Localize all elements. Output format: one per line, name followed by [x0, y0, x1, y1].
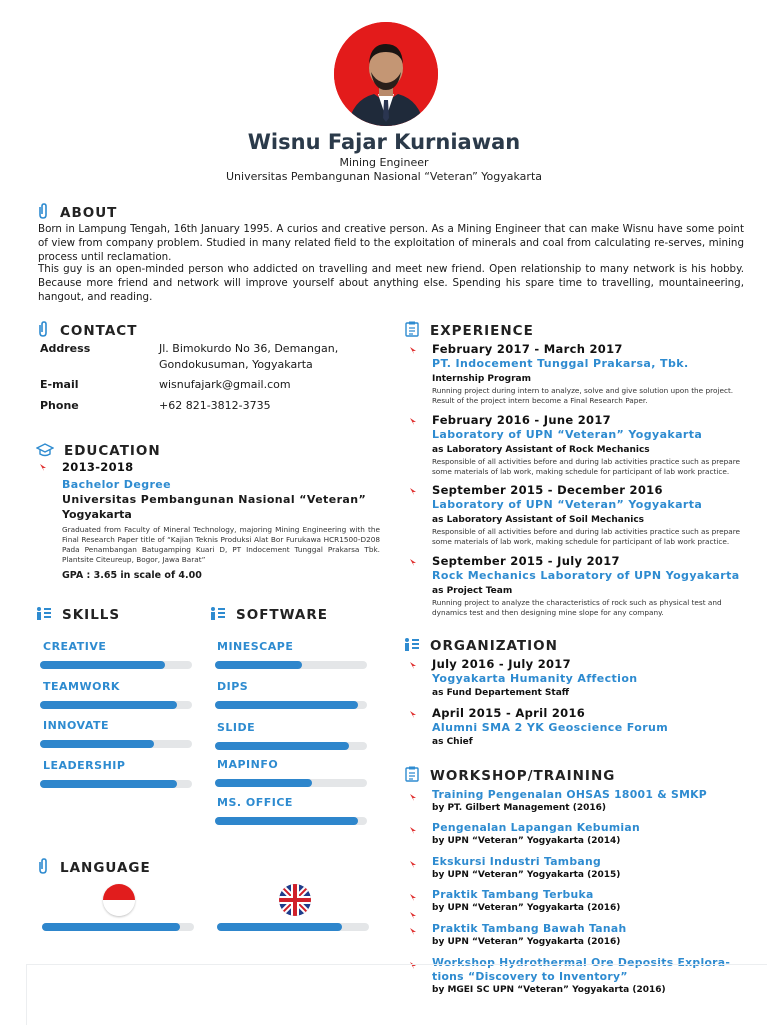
page-footer-panel — [26, 964, 767, 1025]
skills-heading: SKILLS — [36, 604, 120, 623]
workshop-title-line2: tions “Discovery to Inventory” — [432, 970, 628, 983]
experience-description-line1: Responsible of all activities before and during lab activities practice such as prepare — [432, 457, 741, 466]
pin-icon — [408, 892, 418, 902]
software-bar-track — [215, 742, 367, 750]
workshop-organizer: by UPN “Veteran” Yogyakarta (2014) — [432, 836, 621, 846]
experience-organization: Laboratory of UPN “Veteran” Yogyakarta — [432, 428, 703, 441]
workshop-organizer: by UPN “Veteran” Yogyakarta (2016) — [432, 903, 621, 913]
experience-date: February 2017 - March 2017 — [432, 342, 623, 356]
address-value-line2: Gondokusuman, Yogyakarta — [159, 358, 313, 371]
people-list-icon — [210, 606, 226, 620]
people-list-icon — [404, 637, 420, 651]
workshop-organizer: by UPN “Veteran” Yogyakarta (2015) — [432, 870, 621, 880]
pin-icon — [408, 345, 418, 355]
experience-description-line1: Running project during intern to analyze, solve and give solution upon the project. — [432, 386, 734, 395]
workshop-organizer: by MGEI SC UPN “Veteran” Yogyakarta (2016) — [432, 985, 666, 995]
experience-role: as Project Team — [432, 586, 513, 596]
email-value[interactable]: wisnufajark@gmail.com — [159, 378, 291, 391]
skill-name: CREATIVE — [43, 640, 107, 653]
software-name: MS. OFFICE — [217, 796, 293, 809]
language-bar-track — [217, 923, 369, 931]
about-heading: ABOUT — [36, 202, 117, 221]
skill-bar-track — [40, 701, 192, 709]
language-heading: LANGUAGE — [36, 857, 151, 876]
experience-heading: EXPERIENCE — [404, 320, 534, 339]
indonesia-flag-icon — [103, 884, 135, 916]
paperclip-icon — [36, 858, 50, 872]
graduation-cap-icon — [36, 442, 54, 456]
experience-role: Internship Program — [432, 374, 531, 384]
skill-bar-track — [40, 661, 192, 669]
workshop-title: Workshop Hydrothermal Ore Deposits Explora- — [432, 956, 731, 969]
pin-icon — [408, 910, 418, 920]
software-heading: SOFTWARE — [210, 604, 328, 623]
education-description: Graduated from Faculty of Mineral Technology, majoring Mining Engineering with the Final Research Paper title of “Kajian Teknis Produksi Alat Bor Furukawa HCR1500-D208 Pada Penambangan Batugamping Kuari D, PT Indocement Tunggal Prakarsa Tbk. Plantsite Citeureup, Bogor, Jawa Barat” — [62, 525, 380, 564]
software-bar-fill — [215, 817, 358, 825]
experience-description-line2: some materials of lab work, making schedule for participant of lab work practice. — [432, 467, 730, 476]
organization-name: Yogyakarta Humanity Affection — [432, 672, 638, 685]
experience-description-line2: dynamics test and then designing mine slope for any company. — [432, 608, 664, 617]
software-bar-track — [215, 779, 367, 787]
phone-value: +62 821-3812-3735 — [159, 399, 271, 412]
skill-name: INNOVATE — [43, 719, 110, 732]
skill-bar-fill — [40, 780, 177, 788]
about-paragraph-2: This guy is an open-minded person who addicted on travelling and meet new friend. Open relationship to many network is his hobby. Because more friend and network will improve yourself about anything else. Spending his spare time to travelling, mountaineering, hangout, and reading. — [38, 263, 744, 303]
email-label: E-mail — [40, 378, 79, 391]
education-gpa: GPA : 3.65 in scale of 4.00 — [62, 570, 202, 581]
pin-icon — [408, 486, 418, 496]
about-paragraph-1: Born in Lampung Tengah, 16th January 1995. A curios and creative person. As a Mining Engineer that can make Wisnu have some point of view from company problem. Studied in many related field to the exploitation of minerals and coal from calculating re-serves, mining process until reclamation. — [38, 223, 744, 263]
language-bar-fill — [217, 923, 342, 931]
skill-bar-fill — [40, 701, 177, 709]
address-label: Address — [40, 342, 91, 355]
education-school-line2: Yogyakarta — [62, 508, 132, 521]
phone-label: Phone — [40, 399, 79, 412]
experience-description-line2: some materials of lab work, making schedule for participant of lab work practice. — [432, 537, 730, 546]
software-name: SLIDE — [217, 721, 256, 734]
experience-description-line2: Result of the project intern become a Final Research Paper. — [432, 396, 648, 405]
pin-icon — [408, 557, 418, 567]
skill-bar-track — [40, 780, 192, 788]
people-list-icon — [36, 606, 52, 620]
organization-name: Alumni SMA 2 YK Geoscience Forum — [432, 721, 669, 734]
organization-date: July 2016 - July 2017 — [432, 657, 571, 671]
skill-name: TEAMWORK — [43, 680, 120, 693]
workshop-organizer: by PT. Gilbert Management (2016) — [432, 803, 606, 813]
software-bar-track — [215, 661, 367, 669]
software-bar-track — [215, 817, 367, 825]
skill-name: LEADERSHIP — [43, 759, 126, 772]
experience-role: as Laboratory Assistant of Soil Mechanics — [432, 515, 645, 525]
organization-heading: ORGANIZATION — [404, 635, 558, 654]
education-years: 2013-2018 — [62, 460, 134, 474]
skill-bar-track — [40, 740, 192, 748]
pin-icon — [408, 825, 418, 835]
experience-description-line1: Running project to analyze the characteristics of rock such as physical test and — [432, 598, 722, 607]
software-bar-fill — [215, 742, 349, 750]
software-name: MINESCAPE — [217, 640, 294, 653]
workshop-heading: WORKSHOP/TRAINING — [404, 765, 615, 784]
language-bar-fill — [42, 923, 180, 931]
organization-date: April 2015 - April 2016 — [432, 706, 586, 720]
software-bar-fill — [215, 779, 312, 787]
clipboard-icon — [404, 766, 420, 780]
experience-organization: Rock Mechanics Laboratory of UPN Yogyakarta — [432, 569, 740, 582]
education-school-line1: Universitas Pembangunan Nasional “Veteran” — [62, 493, 367, 506]
workshop-title: Praktik Tambang Bawah Tanah — [432, 922, 627, 935]
pin-icon — [38, 462, 48, 472]
paperclip-icon — [36, 321, 50, 335]
education-degree: Bachelor Degree — [62, 478, 172, 491]
workshop-title: Ekskursi Industri Tambang — [432, 855, 601, 868]
experience-organization: Laboratory of UPN “Veteran” Yogyakarta — [432, 498, 703, 511]
pin-icon — [408, 709, 418, 719]
university-name: Universitas Pembangunan Nasional “Veteran” Yogyakarta — [225, 170, 542, 183]
skill-bar-fill — [40, 661, 165, 669]
workshop-organizer: by UPN “Veteran” Yogyakarta (2016) — [432, 937, 621, 947]
workshop-title: Praktik Tambang Terbuka — [432, 888, 594, 901]
pin-icon — [408, 660, 418, 670]
paperclip-icon — [36, 203, 50, 217]
pin-icon — [408, 926, 418, 936]
skill-bar-fill — [40, 740, 154, 748]
organization-role: as Chief — [432, 737, 473, 747]
experience-date: September 2015 - July 2017 — [432, 554, 620, 568]
workshop-title: Training Pengenalan OHSAS 18001 & SMKP — [432, 788, 708, 801]
software-name: MAPINFO — [217, 758, 279, 771]
profile-photo — [334, 22, 438, 126]
experience-date: September 2015 - December 2016 — [432, 483, 663, 497]
contact-heading: CONTACT — [36, 320, 137, 339]
experience-date: February 2016 - June 2017 — [432, 413, 611, 427]
pin-icon — [408, 792, 418, 802]
pin-icon — [408, 859, 418, 869]
uk-flag-icon — [279, 884, 311, 916]
software-bar-track — [215, 701, 367, 709]
experience-role: as Laboratory Assistant of Rock Mechanics — [432, 445, 650, 455]
experience-organization: PT. Indocement Tunggal Prakarsa, Tbk. — [432, 357, 689, 370]
language-bar-track — [42, 923, 194, 931]
pin-icon — [408, 416, 418, 426]
education-heading: EDUCATION — [36, 440, 161, 459]
experience-description-line1: Responsible of all activities before and during lab activities practice such as prepare — [432, 527, 741, 536]
job-title: Mining Engineer — [339, 156, 429, 169]
software-bar-fill — [215, 701, 358, 709]
organization-role: as Fund Departement Staff — [432, 688, 570, 698]
software-bar-fill — [215, 661, 302, 669]
person-name: Wisnu Fajar Kurniawan — [247, 130, 521, 154]
workshop-title: Pengenalan Lapangan Kebumian — [432, 821, 640, 834]
software-name: DIPS — [217, 680, 249, 693]
clipboard-icon — [404, 321, 420, 335]
address-value-line1: Jl. Bimokurdo No 36, Demangan, — [159, 342, 339, 355]
